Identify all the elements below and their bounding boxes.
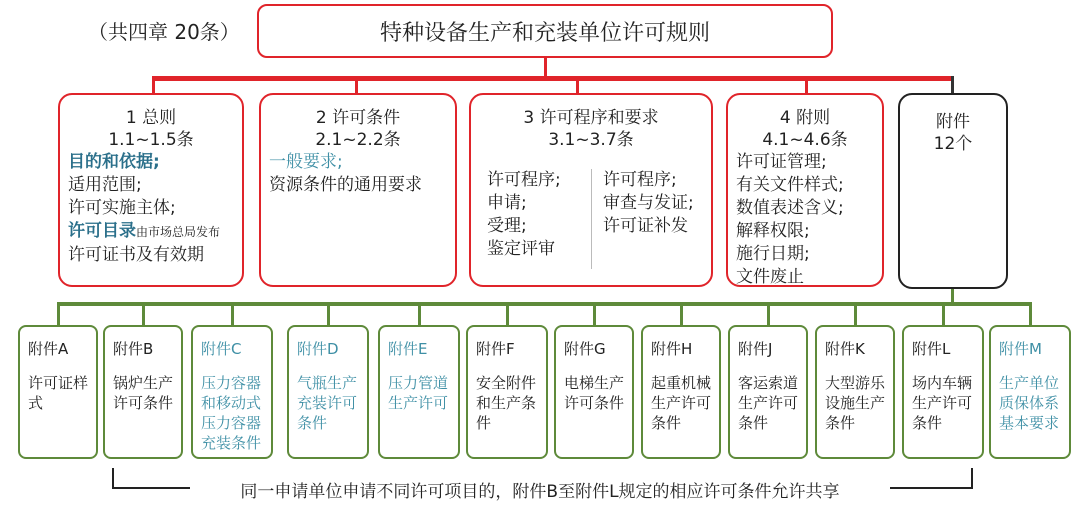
annex-name: 附件J xyxy=(738,340,773,358)
annex-text: 气瓶生产充装许可条件 xyxy=(297,374,358,432)
annex-name: 附件L xyxy=(912,340,951,358)
annex-name: 附件E xyxy=(388,340,428,358)
connector-annex-stub xyxy=(680,302,683,326)
annex-name: 附件F xyxy=(476,340,515,358)
page-title: 特种设备生产和充装单位许可规则 xyxy=(379,20,710,46)
bracket-right-tick xyxy=(971,468,973,488)
connector-green-bus xyxy=(57,302,1029,306)
chapter-1-range: 1.1~1.5条 xyxy=(108,130,194,150)
connector-annex-stub xyxy=(327,302,330,326)
chapter-4-title: 4 附则 xyxy=(779,108,831,128)
connector-ch2 xyxy=(355,76,358,94)
chapter-3-right-item: 审查与发证; xyxy=(603,193,694,213)
annex-text: 锅炉生产许可条件 xyxy=(113,374,174,412)
connector-annex-stub xyxy=(142,302,145,326)
chapter-4-item: 施行日期; xyxy=(736,244,810,264)
annex-name: 附件B xyxy=(113,340,154,358)
annex-text: 许可证样式 xyxy=(28,374,89,412)
chapter-2-item: 资源条件的通用要求 xyxy=(269,175,422,195)
connector-annex-stub xyxy=(231,302,234,326)
chapter-4-box xyxy=(726,93,884,287)
annex-text: 大型游乐设施生产条件 xyxy=(825,374,886,432)
chapter-1-item-note: 由市场总局发布 xyxy=(136,225,221,239)
chapter-1-item: 适用范围; xyxy=(68,175,142,195)
annex-box-h xyxy=(641,325,721,459)
annex-text: 压力容器和移动式压力容器充装条件 xyxy=(201,374,262,452)
annex-name: 附件G xyxy=(564,340,606,358)
connector-annex-stub xyxy=(506,302,509,326)
connector-annex-stub xyxy=(593,302,596,326)
chapter-3-left-item: 鉴定评审 xyxy=(487,239,555,259)
annex-box-j xyxy=(728,325,808,459)
connector-title-down xyxy=(544,58,547,78)
chapter-2-box xyxy=(259,93,457,287)
annex-group-box xyxy=(898,93,1008,289)
annex-name: 附件K xyxy=(825,340,865,358)
connector-ch1 xyxy=(152,76,155,94)
chapter-3-box xyxy=(469,93,713,287)
chapter-1-box xyxy=(58,93,244,287)
connector-ch4 xyxy=(805,76,808,94)
connector-annex-stub xyxy=(942,302,945,326)
chapter-2-title: 2 许可条件 xyxy=(315,108,401,128)
chapter-4-range: 4.1~4.6条 xyxy=(762,130,848,150)
chapter-3-right-item: 许可程序; xyxy=(603,170,677,190)
chapter-3-title: 3 许可程序和要求 xyxy=(523,108,659,128)
chapter-3-left-item: 许可程序; xyxy=(487,170,561,190)
connector-annex-stub xyxy=(767,302,770,326)
chapter-1-item: 许可目录 xyxy=(68,221,136,241)
annex-text: 客运索道生产许可条件 xyxy=(738,374,799,432)
annex-box-f xyxy=(466,325,548,459)
chapter-3-right-item: 许可证补发 xyxy=(603,216,688,236)
connector-red-bus xyxy=(152,76,954,81)
chapter-1-item: 许可实施主体; xyxy=(68,198,176,218)
annex-box-g xyxy=(554,325,634,459)
chapter-4-item: 数值表述含义; xyxy=(736,198,844,218)
title-box xyxy=(257,4,833,58)
annex-box-l xyxy=(902,325,984,459)
chapter-4-item: 有关文件样式; xyxy=(736,175,844,195)
annex-text: 压力管道生产许可 xyxy=(388,374,449,412)
chapter-1-title: 1 总则 xyxy=(125,108,177,128)
connector-annex-stub xyxy=(418,302,421,326)
annex-box-m xyxy=(989,325,1071,459)
annex-box-b xyxy=(103,325,183,459)
annex-name: 附件D xyxy=(297,340,339,358)
annex-box-k xyxy=(815,325,895,459)
annex-box-a xyxy=(18,325,98,459)
connector-annex-stub xyxy=(854,302,857,326)
annex-group-count: 12个 xyxy=(933,134,973,154)
connector-annex-down xyxy=(951,289,954,303)
annex-box-c xyxy=(191,325,273,459)
annex-text: 安全附件和生产条件 xyxy=(476,374,537,432)
connector-annex-stub xyxy=(1029,302,1032,326)
connector-annex-stub xyxy=(57,302,60,326)
sharing-note xyxy=(190,477,890,502)
chapter-3-range: 3.1~3.7条 xyxy=(548,130,634,150)
annex-name: 附件H xyxy=(651,340,693,358)
chapter-4-item: 解释权限; xyxy=(736,221,810,241)
annex-name: 附件M xyxy=(999,340,1042,358)
chapter-3-left-item: 受理; xyxy=(487,216,527,236)
chapter-3-left-item: 申请; xyxy=(487,193,527,213)
chapter-4-item: 文件废止 xyxy=(736,267,804,287)
connector-annex-group xyxy=(951,76,954,94)
annex-text: 场内车辆生产许可条件 xyxy=(912,374,973,432)
chapter-4-item: 许可证管理; xyxy=(736,152,827,172)
annex-text: 生产单位质保体系基本要求 xyxy=(999,374,1060,432)
chapter-1-item: 目的和依据; xyxy=(68,152,160,172)
chapter-1-item: 许可证书及有效期 xyxy=(68,245,204,265)
annex-text: 电梯生产许可条件 xyxy=(564,374,625,412)
chapter-2-range: 2.1~2.2条 xyxy=(315,130,401,150)
annex-box-d xyxy=(287,325,369,459)
chapter-3-divider xyxy=(591,169,592,269)
bracket-left-tick xyxy=(112,468,114,488)
chapter-count-note: （共四章 20条） xyxy=(88,20,240,44)
chapter-2-item: 一般要求; xyxy=(269,152,343,172)
annex-name: 附件A xyxy=(28,340,69,358)
sharing-note-text: 同一申请单位申请不同许可项目的，附件B至附件L规定的相应许可条件允许共享 xyxy=(234,482,845,502)
connector-ch3 xyxy=(576,76,579,94)
annex-name: 附件C xyxy=(201,340,242,358)
annex-group-title: 附件 xyxy=(936,112,970,132)
annex-text: 起重机械生产许可条件 xyxy=(651,374,712,432)
annex-box-e xyxy=(378,325,460,459)
